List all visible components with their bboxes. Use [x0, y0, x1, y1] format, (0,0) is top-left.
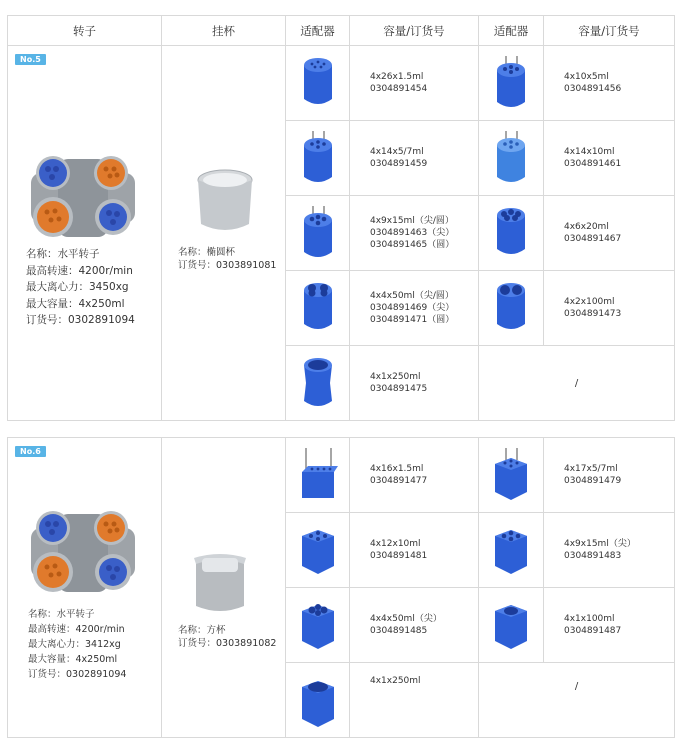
adapter-cell: [286, 46, 350, 121]
header-adapter: 适配器: [479, 16, 544, 46]
capacity-spec: 4x6x20ml: [564, 222, 609, 232]
square-cup-image: [190, 548, 250, 618]
capacity-spec: 4x16x1.5ml: [370, 464, 424, 474]
round-adapter-1-hole-icon: [300, 355, 336, 411]
capacity-spec: 4x9x15ml（尖）: [564, 539, 636, 549]
capacity-cell: [544, 271, 675, 346]
square-adapter-12-holes-icon: [299, 522, 337, 578]
capacity-cell: [544, 196, 675, 271]
capacity-spec: 4x1x250ml: [370, 372, 421, 382]
adapter-cell: [479, 196, 544, 271]
adapter-cell: [286, 121, 350, 196]
cup-cell: [162, 438, 286, 738]
order-number: 0304891465（圆）: [370, 240, 455, 250]
capacity-cell: [350, 46, 479, 121]
oval-cup-image: [195, 166, 255, 236]
square-adapter-1-hole-large-icon: [299, 675, 337, 731]
header-rotor: 转子: [8, 16, 162, 46]
capacity-spec: 4x26x1.5ml: [370, 72, 424, 82]
capacity-cell: [544, 121, 675, 196]
adapter-cell: [479, 46, 544, 121]
order-number: 0304891483: [564, 551, 622, 561]
table-header-row: [8, 16, 675, 46]
round-adapter-14-holes-icon: [301, 129, 335, 187]
capacity-cell: [350, 346, 479, 421]
rotor-table-no6: [7, 437, 675, 738]
capacity-cell: [544, 513, 675, 588]
rotor-max-rcf: 最大离心力：3412xg: [28, 639, 121, 650]
order-number: 0304891461: [564, 159, 622, 169]
rotor-order-number: 订货号：0302891094: [28, 669, 127, 680]
cup-order-number: 订货号：0303891081: [178, 260, 277, 271]
capacity-spec: 4x17x5/7ml: [564, 464, 618, 474]
cup-cell: [162, 46, 286, 421]
capacity-spec: 4x1x100ml: [564, 614, 615, 624]
adapter-cell: [286, 271, 350, 346]
capacity-spec: 4x4x50ml（尖）: [370, 614, 442, 624]
capacity-cell: [544, 438, 675, 513]
rotor-order-number: 订货号：0302891094: [26, 314, 135, 326]
order-number: 0304891473: [564, 309, 622, 319]
capacity-cell: [350, 663, 479, 738]
order-number: 0304891481: [370, 551, 428, 561]
capacity-cell: [350, 588, 479, 663]
rotor-max-rcf: 最大离心力：3450xg: [26, 281, 129, 293]
rotor-specs: [26, 246, 135, 329]
round-adapter-4-holes-icon: [301, 280, 335, 336]
rotor-cell: [8, 438, 162, 738]
capacity-spec: 4x14x5/7ml: [370, 147, 424, 157]
order-number: 0304891475: [370, 384, 428, 394]
round-adapter-9-holes-icon: [301, 204, 335, 262]
horizontal-rotor-image: [23, 151, 143, 246]
rotor-specs: [28, 607, 126, 682]
order-number: 0304891485: [370, 626, 428, 636]
order-number: 0304891469（尖）: [370, 303, 455, 313]
adapter-cell: [286, 346, 350, 421]
cup-order-number: 订货号：0303891082: [178, 638, 277, 649]
capacity-cell: [350, 121, 479, 196]
adapter-cell: [286, 663, 350, 738]
empty-cell: /: [479, 663, 675, 738]
adapter-cell: [479, 588, 544, 663]
capacity-cell: [350, 196, 479, 271]
order-number: 0304891459: [370, 159, 428, 169]
order-number: 0304891467: [564, 234, 622, 244]
rotor-max-capacity: 最大容量：4x250ml: [28, 654, 118, 665]
round-adapter-2-holes-icon: [494, 280, 528, 336]
capacity-cell: [350, 271, 479, 346]
header-adapter: 适配器: [286, 16, 350, 46]
table-row: [8, 438, 675, 513]
capacity-spec: 4x10x5ml: [564, 72, 609, 82]
capacity-cell: [544, 588, 675, 663]
square-adapter-1-hole-icon: [492, 597, 530, 653]
adapter-cell: [286, 513, 350, 588]
order-number: 0304891487: [564, 626, 622, 636]
capacity-cell: [350, 513, 479, 588]
capacity-cell: [350, 438, 479, 513]
order-number: 0304891471（圆）: [370, 315, 455, 325]
round-adapter-26-holes-icon: [301, 55, 335, 111]
capacity-spec: 4x12x10ml: [370, 539, 421, 549]
header-cup: 挂杯: [162, 16, 286, 46]
empty-cell: /: [479, 346, 675, 421]
cup-name: 名称：方杯: [178, 625, 226, 636]
capacity-cell: [544, 46, 675, 121]
square-adapter-4-holes-icon: [299, 597, 337, 653]
horizontal-rotor-image: [23, 506, 143, 601]
rotor-max-capacity: 最大容量：4x250ml: [26, 297, 125, 310]
capacity-spec: 4x4x50ml（尖/圆）: [370, 291, 454, 301]
capacity-spec: 4x14x10ml: [564, 147, 615, 157]
adapter-cell: [479, 121, 544, 196]
rotor-name: 名称：水平转子: [28, 609, 95, 620]
adapter-cell: [286, 438, 350, 513]
order-number: 0304891477: [370, 476, 428, 486]
square-adapter-16-holes-icon: [298, 446, 338, 504]
round-adapter-10-holes-icon: [494, 54, 528, 112]
cup-name: 名称：椭圆杯: [178, 247, 236, 258]
order-number: 0304891456: [564, 84, 622, 94]
rotor-max-speed: 最高转速：4200r/min: [26, 264, 133, 277]
capacity-spec: 4x1x250ml: [370, 676, 421, 686]
rotor-table-no5: [7, 15, 675, 421]
rotor-badge: No.5: [15, 54, 46, 65]
adapter-cell: [286, 196, 350, 271]
round-adapter-6-holes-icon: [494, 205, 528, 261]
order-number: 0304891454: [370, 84, 428, 94]
order-number: 0304891479: [564, 476, 622, 486]
rotor-cell: [8, 46, 162, 421]
rotor-max-speed: 最高转速：4200r/min: [28, 624, 125, 635]
cup-specs: [178, 246, 276, 272]
adapter-cell: [479, 513, 544, 588]
table-row: [8, 46, 675, 121]
round-adapter-14-holes-light-icon: [494, 129, 528, 187]
header-capacity: 容量/订货号: [350, 16, 479, 46]
adapter-cell: [479, 438, 544, 513]
header-capacity: 容量/订货号: [544, 16, 675, 46]
adapter-cell: [286, 588, 350, 663]
order-number: 0304891463（尖）: [370, 228, 455, 238]
square-adapter-17-holes-icon: [492, 446, 530, 504]
rotor-name: 名称：水平转子: [26, 248, 100, 260]
cup-specs: [178, 624, 276, 650]
square-adapter-9-holes-icon: [492, 522, 530, 578]
rotor-badge: No.6: [15, 446, 46, 457]
capacity-spec: 4x9x15ml（尖/圆）: [370, 216, 454, 226]
adapter-cell: [479, 271, 544, 346]
capacity-spec: 4x2x100ml: [564, 297, 615, 307]
